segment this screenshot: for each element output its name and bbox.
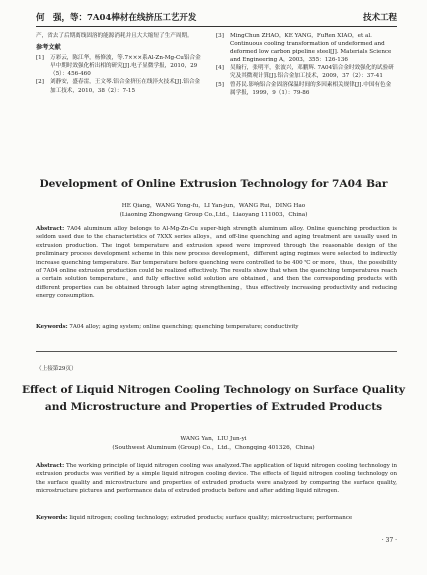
- article2-authors: WANG Yan，LIU Jun-yi: [180, 436, 247, 442]
- continued-note: （上接第29页）: [36, 366, 77, 372]
- reference-item: [216, 32, 396, 64]
- reference-number: [5]: [216, 81, 224, 88]
- article1-authors: HE Qiang，WANG Yong-fu，LI Yan-jun，WANG Rui，DING Hao: [121, 203, 306, 209]
- abstract-text: 7A04 aluminum alloy belongs to Al-Mg-Zn-Cu super-high strength aluminum alloy. Online quenching production is seldom used due to the characteristics of 7XXX series alloys，and off-line quenching and aging treatment are usually used in extrusion production. The ingot temperature and extrusion speed were improved through the reasonable design of the preliminary process development scheme in this new process development，different aging regimes were selected to indirectly increase quenching temperature. Bar temperature before quenching were controlled to be 400 ℃ or more，thus，the possibility of 7A04 online extrusion production could be realized effectively. The results show that when the quenching temperatures reach a certain solution temperature，and fully effective solid solution are obtained，and then the corresponding products with different properties can be obtained through later aging strengthening，thus effectively increasing productivity and reducing energy consumption.: [36, 226, 397, 300]
- reference-item: [216, 64, 396, 80]
- reference-item: [36, 54, 204, 78]
- reference-number: [4]: [216, 65, 224, 72]
- keywords-text: 7A04 alloy; aging system; online quenching; quenching temperature; conductivity: [67, 324, 299, 330]
- abstract-label: Abstract:: [36, 463, 65, 469]
- article2-affiliation: (Southwest Aluminum (Group) Co.，Ltd.，Chongqing 401326，China): [112, 445, 315, 451]
- header-title: 何 强，等：7A04棒材在线挤压工艺开发: [36, 13, 197, 23]
- article2-abstract: [36, 462, 397, 496]
- article1-affiliation: (Liaoning Zhongwang Group Co.,Ltd.，Liaoyang 111003，China): [119, 212, 308, 218]
- article2-title: [20, 382, 407, 416]
- article1-title: Development of Online Extrusion Technology for 7A04 Bar: [39, 178, 388, 190]
- reference-item: [216, 81, 396, 97]
- reference-text: 吴翰行，张明平，张波兴，邓鹏辉. 7A04铝合金时效强化的试验研究及其微观计算[J].铝合金加工技术，2009，37（2）：37-41: [230, 65, 394, 80]
- reference-number: [3]: [216, 33, 224, 39]
- article2-keywords: [36, 514, 397, 522]
- left-column: [36, 32, 204, 95]
- reference-text: MingChun ZHAO，KE YANG，FuRen XIAO，et al. Continuous cooling transformation of undeformed and deformed low carbon pipeline steel[J]. Materials Science and Engineering A，2003，355：126-136: [230, 33, 392, 64]
- page-number: · 37 ·: [381, 537, 397, 544]
- section-divider: [36, 351, 397, 352]
- keywords-label: Keywords:: [36, 324, 68, 330]
- reference-text: 万彩云，陈江华，杨修波，等.7×××系Al-Zn-Mg-Cu铝合金早中期时效强化析出相的研究[J].电子显微学报，2010，29（5）：456-460: [50, 55, 201, 78]
- reference-number: [2]: [36, 79, 44, 86]
- running-header: [36, 9, 397, 27]
- reference-text: 刘静安，盛春雷，王文琴.铝合金挤压在线淬火技术[J].铝合金加工技术，2010，38（2）：7-15: [50, 79, 201, 94]
- keywords-label: Keywords:: [36, 515, 68, 521]
- abstract-text: The working principle of liquid nitrogen cooling was analyzed.The application of liquid nitrogen cooling technology in extrusion products was verified by a simple liquid nitrogen cooling device. The effects of liquid nitrogen cooling technology on the surface quality and microstructure and properties of extruded products were analyzed by comparing the surface quality, microstructure pictures and performance data of extruded products before and after adding liquid nitrogen.: [36, 463, 397, 495]
- intro-paragraph: 产，省去了后期离线固溶的能源消耗并且大大缩短了生产周期。: [36, 33, 193, 39]
- article2-title-line2: and Microstructure and Properties of Extruded Products: [44, 401, 383, 413]
- article1-abstract: [36, 225, 397, 301]
- right-column: [216, 32, 396, 97]
- header-section: 技术工程: [362, 13, 397, 23]
- reference-number: [1]: [36, 55, 44, 62]
- reference-item: [36, 78, 204, 94]
- article1-keywords: [36, 323, 397, 331]
- reference-text: 曾苏民.影响铝合金固溶保温时间的多因素相关规律[J].中国有色金属学报，1999，9（1）：79-86: [230, 81, 392, 96]
- keywords-text: liquid nitrogen; cooling technology; extruded products; surface quality; microstructure; performance: [67, 515, 353, 521]
- article2-title-line1: Effect of Liquid Nitrogen Cooling Technology on Surface Quality: [21, 384, 405, 396]
- abstract-label: Abstract:: [36, 226, 65, 232]
- references-heading: 参考文献: [36, 44, 61, 52]
